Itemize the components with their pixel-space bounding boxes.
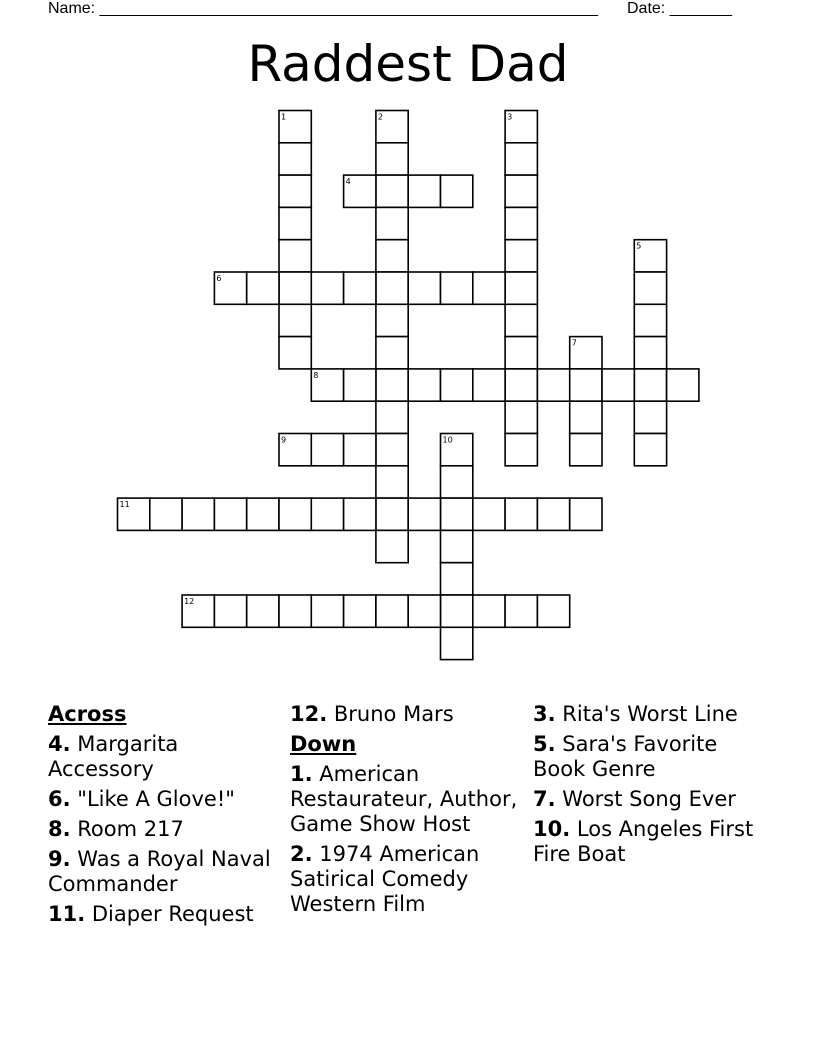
- grid-cell[interactable]: [505, 143, 537, 175]
- clue-text: Diaper Request: [91, 902, 254, 926]
- grid-cell[interactable]: [408, 369, 440, 401]
- clues-column-3: [533, 702, 765, 872]
- grid-cell[interactable]: [376, 466, 408, 498]
- grid-cell[interactable]: [344, 595, 376, 627]
- clue-number: 4.: [48, 732, 71, 756]
- grid-cell[interactable]: [376, 240, 408, 272]
- clue-text: Margarita Accessory: [48, 732, 179, 781]
- grid-cell[interactable]: [150, 498, 182, 530]
- grid-cell[interactable]: [473, 369, 505, 401]
- clue-number: 8.: [48, 817, 71, 841]
- grid-cell[interactable]: [408, 272, 440, 304]
- grid-cell[interactable]: [441, 175, 473, 207]
- grid-cell[interactable]: [279, 304, 311, 336]
- grid-cell[interactable]: [634, 304, 666, 336]
- grid-cell[interactable]: [505, 240, 537, 272]
- grid-cell[interactable]: [505, 369, 537, 401]
- grid-cell-number: 11: [119, 500, 130, 510]
- grid-cell[interactable]: [505, 498, 537, 530]
- grid-cell[interactable]: [344, 369, 376, 401]
- grid-cell[interactable]: [214, 498, 246, 530]
- clue-down-5: [533, 732, 765, 782]
- grid-cell[interactable]: [473, 595, 505, 627]
- clue-text: Bruno Mars: [333, 702, 454, 726]
- grid-cell[interactable]: [634, 272, 666, 304]
- grid-cell[interactable]: [537, 498, 569, 530]
- grid-cell[interactable]: [247, 272, 279, 304]
- across-heading: Across: [48, 702, 127, 726]
- grid-cell[interactable]: [634, 369, 666, 401]
- clue-down-7: [533, 787, 765, 812]
- grid-cell[interactable]: [505, 595, 537, 627]
- grid-cell[interactable]: [182, 498, 214, 530]
- grid-cell[interactable]: [505, 434, 537, 466]
- grid-cell-number: 7: [571, 338, 577, 348]
- clue-down-3: [533, 702, 765, 727]
- clue-across-11: [48, 902, 280, 927]
- grid-cell[interactable]: [376, 304, 408, 336]
- grid-cell[interactable]: [214, 595, 246, 627]
- grid-cell[interactable]: [570, 498, 602, 530]
- grid-cell[interactable]: [247, 595, 279, 627]
- grid-cell[interactable]: [505, 337, 537, 369]
- down-heading: Down: [290, 732, 357, 756]
- clue-number: 5.: [533, 732, 556, 756]
- clue-text: Worst Song Ever: [562, 787, 736, 811]
- clue-down-1: [290, 762, 522, 837]
- clue-text: Was a Royal Naval Commander: [48, 847, 271, 896]
- grid-cell[interactable]: [376, 369, 408, 401]
- clue-text: "Like A Glove!": [77, 787, 235, 811]
- grid-cell[interactable]: [505, 175, 537, 207]
- clue-number: 2.: [290, 842, 313, 866]
- grid-cell[interactable]: [408, 175, 440, 207]
- name-field-label: Name: ________________________________________________________: [48, 0, 598, 17]
- grid-cell[interactable]: [376, 207, 408, 239]
- grid-cell[interactable]: [441, 563, 473, 595]
- grid-cell[interactable]: [473, 272, 505, 304]
- grid-cell-number: 3: [507, 112, 513, 122]
- grid-cell[interactable]: [279, 337, 311, 369]
- clue-number: 7.: [533, 787, 556, 811]
- grid-cell[interactable]: [311, 272, 343, 304]
- grid-cell[interactable]: [247, 498, 279, 530]
- grid-cell[interactable]: [634, 434, 666, 466]
- clue-across-12: [290, 702, 522, 727]
- grid-cell[interactable]: [311, 434, 343, 466]
- grid-cell[interactable]: [376, 175, 408, 207]
- clue-number: 6.: [48, 787, 71, 811]
- grid-cell[interactable]: [408, 498, 440, 530]
- grid-cell[interactable]: [602, 369, 634, 401]
- clue-down-10: [533, 817, 765, 867]
- clue-number: 3.: [533, 702, 556, 726]
- grid-cell[interactable]: [441, 272, 473, 304]
- page-title: Raddest Dad: [247, 35, 569, 93]
- grid-cell[interactable]: [441, 627, 473, 659]
- grid-cell[interactable]: [376, 337, 408, 369]
- clue-text: American Restaurateur, Author, Game Show Host: [290, 762, 518, 836]
- clue-across-8: [48, 817, 280, 842]
- grid-cell[interactable]: [279, 240, 311, 272]
- clue-text: Room 217: [77, 817, 184, 841]
- grid-cell[interactable]: [441, 595, 473, 627]
- clue-text: Los Angeles First Fire Boat: [533, 817, 754, 866]
- grid-cell[interactable]: [279, 595, 311, 627]
- grid-cell[interactable]: [311, 595, 343, 627]
- grid-cell[interactable]: [279, 272, 311, 304]
- grid-cell[interactable]: [376, 595, 408, 627]
- clue-number: 10.: [533, 817, 571, 841]
- grid-cell-number: 12: [184, 597, 195, 606]
- clues-column-1: [48, 702, 280, 932]
- grid-cell[interactable]: [344, 498, 376, 530]
- clue-number: 12.: [290, 702, 328, 726]
- clue-across-6: [48, 787, 280, 812]
- grid-cell[interactable]: [376, 272, 408, 304]
- grid-cell[interactable]: [634, 337, 666, 369]
- clue-across-4: [48, 732, 280, 782]
- grid-cell[interactable]: [505, 272, 537, 304]
- grid-cell-number: 6: [216, 274, 222, 283]
- grid-cell[interactable]: [376, 401, 408, 433]
- grid-cell[interactable]: [279, 143, 311, 175]
- date-field-label: Date: _______: [627, 0, 732, 17]
- grid-cell[interactable]: [376, 498, 408, 530]
- grid-cell[interactable]: [376, 434, 408, 466]
- grid-cell[interactable]: [279, 175, 311, 207]
- clue-down-2: [290, 842, 522, 917]
- clue-number: 9.: [48, 847, 71, 871]
- grid-cell[interactable]: [570, 434, 602, 466]
- clue-number: 11.: [48, 902, 86, 926]
- grid-cell[interactable]: [505, 304, 537, 336]
- grid-cell[interactable]: [505, 401, 537, 433]
- grid-cell[interactable]: [634, 401, 666, 433]
- clue-text: Rita's Worst Line: [562, 702, 738, 726]
- grid-cell-number: 4: [345, 177, 351, 187]
- grid-cell[interactable]: [279, 498, 311, 530]
- grid-cell[interactable]: [279, 207, 311, 239]
- grid-cell[interactable]: [441, 498, 473, 530]
- grid-cell[interactable]: [311, 498, 343, 530]
- clue-text: 1974 American Satirical Comedy Western Film: [290, 842, 480, 916]
- grid-cell[interactable]: [667, 369, 699, 401]
- grid-cell[interactable]: [344, 272, 376, 304]
- grid-cell[interactable]: [505, 207, 537, 239]
- grid-cell[interactable]: [570, 369, 602, 401]
- grid-cell[interactable]: [537, 369, 569, 401]
- grid-cell[interactable]: [344, 434, 376, 466]
- clues-column-2: [290, 702, 522, 922]
- clue-number: 1.: [290, 762, 313, 786]
- grid-cell[interactable]: [537, 595, 569, 627]
- grid-cell-number: 10: [442, 435, 453, 445]
- grid-cell[interactable]: [408, 595, 440, 627]
- grid-cell[interactable]: [570, 401, 602, 433]
- grid-cell[interactable]: [376, 530, 408, 562]
- grid-cell-number: 9: [281, 435, 287, 445]
- grid-cell-number: 1: [281, 112, 287, 122]
- grid-cell[interactable]: [441, 369, 473, 401]
- clue-across-9: [48, 847, 280, 897]
- grid-cell[interactable]: [441, 466, 473, 498]
- grid-cell[interactable]: [441, 530, 473, 562]
- grid-cell-number: 2: [377, 112, 383, 122]
- grid-cell[interactable]: [473, 498, 505, 530]
- grid-cell[interactable]: [376, 143, 408, 175]
- grid-cell-number: 5: [636, 241, 642, 251]
- clue-text: Sara's Favorite Book Genre: [533, 732, 718, 781]
- grid-cell-number: 8: [313, 370, 319, 380]
